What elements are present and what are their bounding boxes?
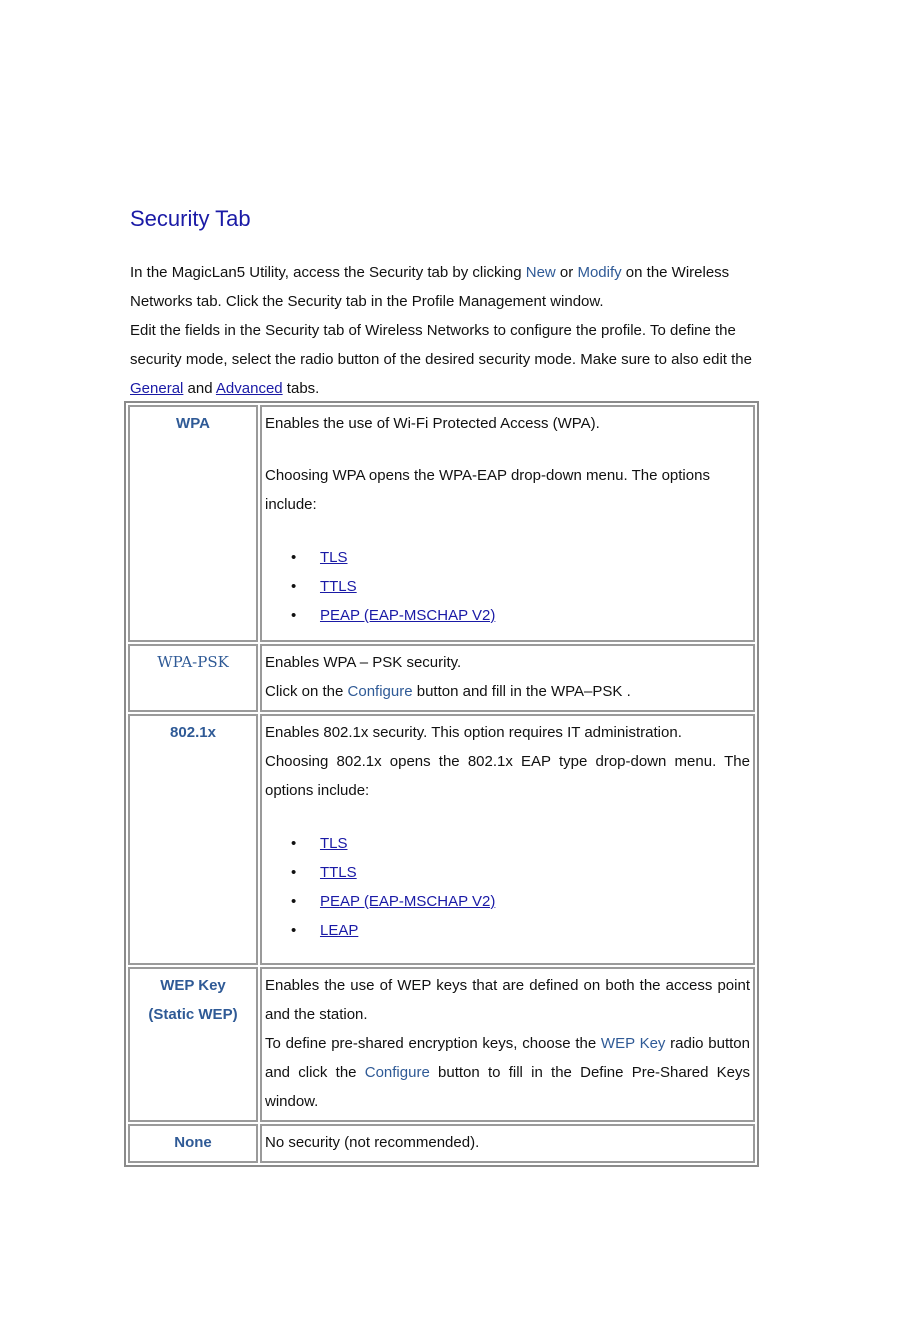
list-item	[320, 887, 750, 916]
description-text-span: button and fill in the WPA–PSK .	[412, 683, 631, 700]
new-button-reference: New	[525, 264, 556, 281]
table-row-wpa	[128, 405, 755, 642]
description-text-span: radio button and click the	[264, 1035, 750, 1081]
mode-label-8021x: 802.1x	[128, 714, 258, 965]
list-item	[320, 829, 750, 858]
description-line: Choosing WPA opens the WPA-EAP drop-down menu. The options include:	[264, 467, 710, 513]
description-text-span: To define pre-shared encryption keys, choose the	[264, 1035, 601, 1052]
list-item	[320, 916, 750, 945]
intro-text-span: and	[183, 380, 216, 397]
mode-description-wpa-psk	[260, 644, 755, 712]
mode-label-wep-line1: WEP Key	[160, 977, 226, 994]
table-row-8021x	[128, 714, 755, 965]
wep-key-radio-reference: WEP Key	[600, 1035, 666, 1052]
mode-label-wpa-psk: WPA-PSK	[128, 644, 258, 712]
mode-label-wep-line2: (Static WEP)	[148, 1006, 238, 1023]
modify-button-reference: Modify	[577, 264, 622, 281]
intro-paragraph-2	[130, 316, 790, 403]
mode-description-8021x	[260, 714, 755, 965]
option-link-peap[interactable]: PEAP (EAP-MSCHAP V2)	[319, 607, 496, 624]
description-line: No security (not recommended).	[264, 1134, 480, 1151]
description-text-span: Click on the	[264, 683, 348, 700]
list-item	[320, 572, 750, 601]
intro-text-span: tabs.	[282, 380, 320, 397]
description-line	[265, 677, 750, 706]
page-title: Security Tab	[130, 206, 251, 231]
description-line: Enables the use of Wi-Fi Protected Access (WPA).	[264, 415, 600, 432]
option-link-tls[interactable]: TLS	[319, 835, 348, 852]
advanced-tab-link[interactable]: Advanced	[215, 380, 283, 397]
option-link-ttls[interactable]: TTLS	[319, 864, 357, 881]
table-row-none	[128, 1124, 755, 1163]
general-tab-link[interactable]: General	[130, 380, 184, 397]
description-line: Enables the use of WEP keys that are defined on both the access point and the station.	[264, 977, 750, 1023]
mode-description-none	[260, 1124, 755, 1163]
description-text-span: button to fill in the Define Pre-Shared Keys window.	[264, 1064, 751, 1110]
description-line: Choosing 802.1x opens the 802.1x EAP type drop-down menu. The options include:	[264, 753, 750, 799]
option-link-ttls[interactable]: TTLS	[319, 578, 357, 595]
intro-text	[130, 258, 790, 403]
mode-label-wpa: WPA	[128, 405, 258, 642]
security-modes-table	[124, 401, 759, 1167]
description-line: Enables 802.1x security. This option requires IT administration.	[264, 724, 682, 741]
8021x-options-list	[265, 829, 750, 945]
table-row-wep	[128, 967, 755, 1122]
intro-text-span: Edit the fields in the Security tab of Wireless Networks to configure the profile. To define the security mode, select the radio button of the desired security mode. Make sure to also edit the	[130, 322, 752, 368]
option-link-leap[interactable]: LEAP	[319, 922, 359, 939]
mode-label-wep	[128, 967, 258, 1122]
wpa-options-list	[265, 543, 750, 630]
mode-label-none: None	[128, 1124, 258, 1163]
option-link-peap[interactable]: PEAP (EAP-MSCHAP V2)	[319, 893, 496, 910]
intro-paragraph-1	[130, 258, 790, 316]
list-item	[320, 601, 750, 630]
intro-text-span: In the MagicLan5 Utility, access the Security tab by clicking	[130, 264, 526, 281]
option-link-tls[interactable]: TLS	[319, 549, 348, 566]
intro-text-span: or	[555, 264, 578, 281]
mode-description-wpa	[260, 405, 755, 642]
table-row-wpa-psk	[128, 644, 755, 712]
intro-text-span: on the Wireless Networks tab. Click the Security tab in the Profile Management window.	[130, 264, 730, 310]
list-item	[320, 543, 750, 572]
description-line: Enables WPA – PSK security.	[264, 654, 462, 671]
mode-description-wep	[260, 967, 755, 1122]
description-line	[265, 1029, 750, 1116]
list-item	[320, 858, 750, 887]
configure-button-reference: Configure	[364, 1064, 430, 1081]
configure-button-reference: Configure	[347, 683, 413, 700]
